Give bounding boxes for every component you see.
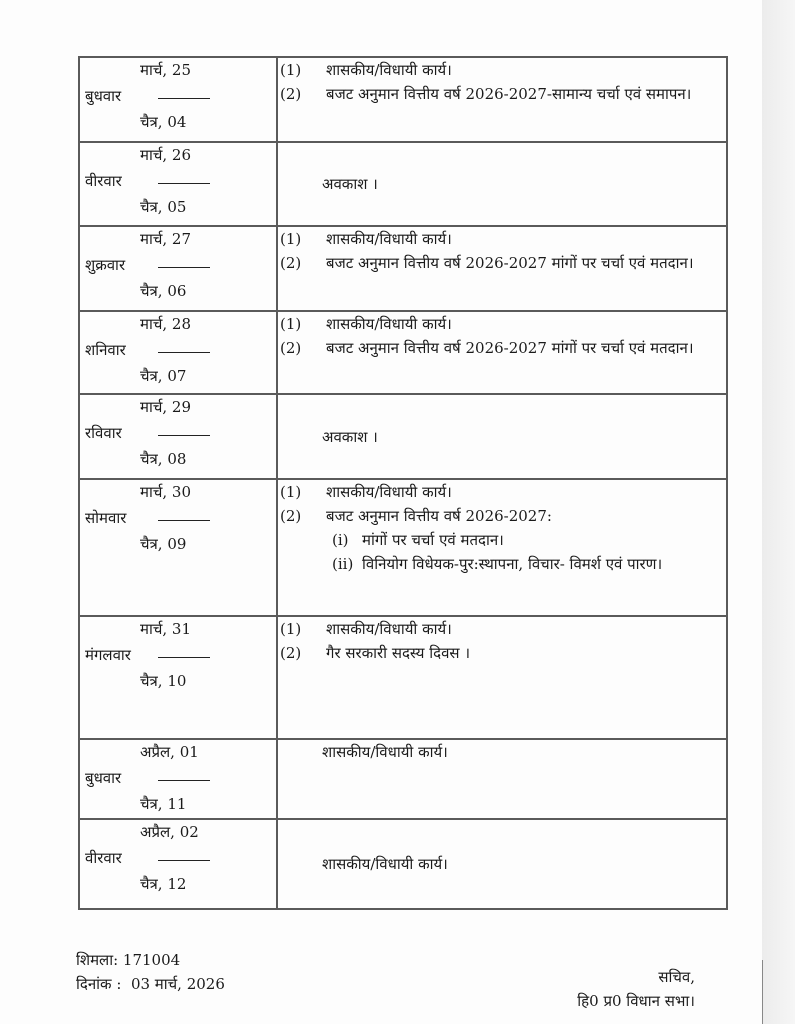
business-text: शासकीय/विधायी कार्य। — [322, 855, 448, 873]
date-divider — [158, 520, 210, 521]
business-item — [278, 251, 726, 275]
business-item — [278, 617, 726, 641]
item-number: (2) — [280, 85, 302, 103]
date-divider — [158, 780, 210, 781]
business-item — [278, 312, 726, 336]
weekday: मंगलवार — [85, 646, 131, 664]
chaitra-date: चैत्र, 11 — [140, 795, 187, 813]
issue-date: दिनांक : 03 मार्च, 2026 — [76, 975, 225, 993]
table-row — [79, 616, 727, 739]
business-cell — [277, 739, 727, 819]
weekday: शनिवार — [85, 341, 126, 359]
item-number: (1) — [280, 315, 302, 333]
subitem-text: मांगों पर चर्चा एवं मतदान। — [362, 531, 504, 549]
item-text: शासकीय/विधायी कार्य। — [326, 230, 452, 248]
table-row — [79, 394, 727, 479]
business-item — [278, 336, 726, 360]
gregorian-date: मार्च, 30 — [140, 483, 192, 501]
date-cell — [79, 394, 277, 479]
table-row — [79, 142, 727, 226]
date-divider — [158, 267, 210, 268]
chaitra-date: चैत्र, 07 — [140, 367, 187, 385]
weekday: सोमवार — [85, 509, 127, 527]
chaitra-date: चैत्र, 12 — [140, 875, 187, 893]
date-cell — [79, 739, 277, 819]
weekday: रविवार — [85, 424, 122, 442]
paper-edge-line — [762, 960, 763, 1024]
table-row — [79, 819, 727, 909]
chaitra-date: चैत्र, 06 — [140, 282, 187, 300]
item-number: (1) — [280, 620, 302, 638]
business-cell — [277, 142, 727, 226]
date-divider — [158, 352, 210, 353]
gregorian-date: मार्च, 26 — [140, 146, 192, 164]
chaitra-date: चैत्र, 04 — [140, 113, 187, 131]
subitem-number: (i) — [332, 531, 349, 549]
business-cell — [277, 616, 727, 739]
table-row — [79, 739, 727, 819]
item-number: (2) — [280, 644, 302, 662]
office-name: हि0 प्र0 विधान सभा। — [577, 992, 695, 1010]
date-divider — [158, 435, 210, 436]
business-cell — [277, 394, 727, 479]
gregorian-date: मार्च, 31 — [140, 620, 192, 638]
item-number: (2) — [280, 339, 302, 357]
gregorian-date: मार्च, 28 — [140, 315, 192, 333]
footer-place-date — [76, 948, 225, 996]
business-subitem — [332, 552, 726, 576]
business-cell — [277, 311, 727, 394]
business-item — [278, 227, 726, 251]
item-number: (2) — [280, 254, 302, 272]
subitem-number: (ii) — [332, 555, 354, 573]
weekday: शुक्रवार — [85, 256, 126, 274]
business-subitem — [332, 528, 726, 552]
subitem-text: विनियोग विधेयक-पुर:स्थापना, विचार- विमर्श एवं पारण। — [362, 555, 663, 573]
business-text: शासकीय/विधायी कार्य। — [322, 743, 448, 761]
item-text: शासकीय/विधायी कार्य। — [326, 620, 452, 638]
business-item — [278, 641, 726, 665]
signature-block — [577, 965, 695, 1013]
business-text: अवकाश । — [322, 175, 378, 193]
business-item — [278, 82, 726, 106]
date-cell — [79, 142, 277, 226]
business-cell — [277, 479, 727, 616]
item-text: शासकीय/विधायी कार्य। — [326, 315, 452, 333]
chaitra-date: चैत्र, 09 — [140, 535, 187, 553]
table-row — [79, 311, 727, 394]
gregorian-date: मार्च, 27 — [140, 230, 192, 248]
designation: सचिव, — [658, 968, 695, 986]
business-text: अवकाश । — [322, 427, 378, 446]
table-row — [79, 479, 727, 616]
date-divider — [158, 657, 210, 658]
item-text: शासकीय/विधायी कार्य। — [326, 483, 452, 501]
date-cell — [79, 226, 277, 311]
gregorian-date: मार्च, 25 — [140, 61, 192, 79]
item-text: गैर सरकारी सदस्य दिवस । — [326, 644, 471, 662]
chaitra-date: चैत्र, 05 — [140, 198, 187, 216]
business-item — [278, 58, 726, 82]
item-text: बजट अनुमान वित्तीय वर्ष 2026-2027: — [326, 507, 552, 525]
date-cell — [79, 479, 277, 616]
gregorian-date: मार्च, 29 — [140, 398, 192, 416]
business-cell — [277, 226, 727, 311]
schedule-table — [78, 56, 728, 910]
weekday: वीरवार — [85, 849, 122, 867]
item-number: (1) — [280, 61, 302, 79]
weekday: बुधवार — [85, 769, 122, 787]
date-cell — [79, 616, 277, 739]
weekday: बुधवार — [85, 87, 122, 105]
chaitra-date: चैत्र, 08 — [140, 450, 187, 468]
business-cell — [277, 57, 727, 142]
date-divider — [158, 860, 210, 861]
table-row — [79, 57, 727, 142]
item-text: शासकीय/विधायी कार्य। — [326, 61, 452, 79]
place-pin: शिमला: 171004 — [76, 951, 181, 969]
date-divider — [158, 183, 210, 184]
gregorian-date: अप्रैल, 02 — [140, 823, 199, 841]
item-number: (1) — [280, 230, 302, 248]
weekday: वीरवार — [85, 172, 122, 190]
date-cell — [79, 819, 277, 909]
item-text: बजट अनुमान वित्तीय वर्ष 2026-2027-सामान्य चर्चा एवं समापन। — [326, 85, 692, 103]
date-cell — [79, 57, 277, 142]
item-number: (2) — [280, 507, 302, 525]
gregorian-date: अप्रैल, 01 — [140, 743, 199, 761]
date-cell — [79, 311, 277, 394]
business-cell — [277, 819, 727, 909]
table-row — [79, 226, 727, 311]
item-text: बजट अनुमान वित्तीय वर्ष 2026-2027 मांगों पर चर्चा एवं मतदान। — [326, 254, 694, 272]
business-item — [278, 504, 726, 528]
date-divider — [158, 98, 210, 99]
chaitra-date: चैत्र, 10 — [140, 672, 187, 690]
item-number: (1) — [280, 483, 302, 501]
business-item — [278, 480, 726, 504]
page-margin-strip — [762, 0, 795, 1024]
item-text: बजट अनुमान वित्तीय वर्ष 2026-2027 मांगों पर चर्चा एवं मतदान। — [326, 339, 694, 357]
